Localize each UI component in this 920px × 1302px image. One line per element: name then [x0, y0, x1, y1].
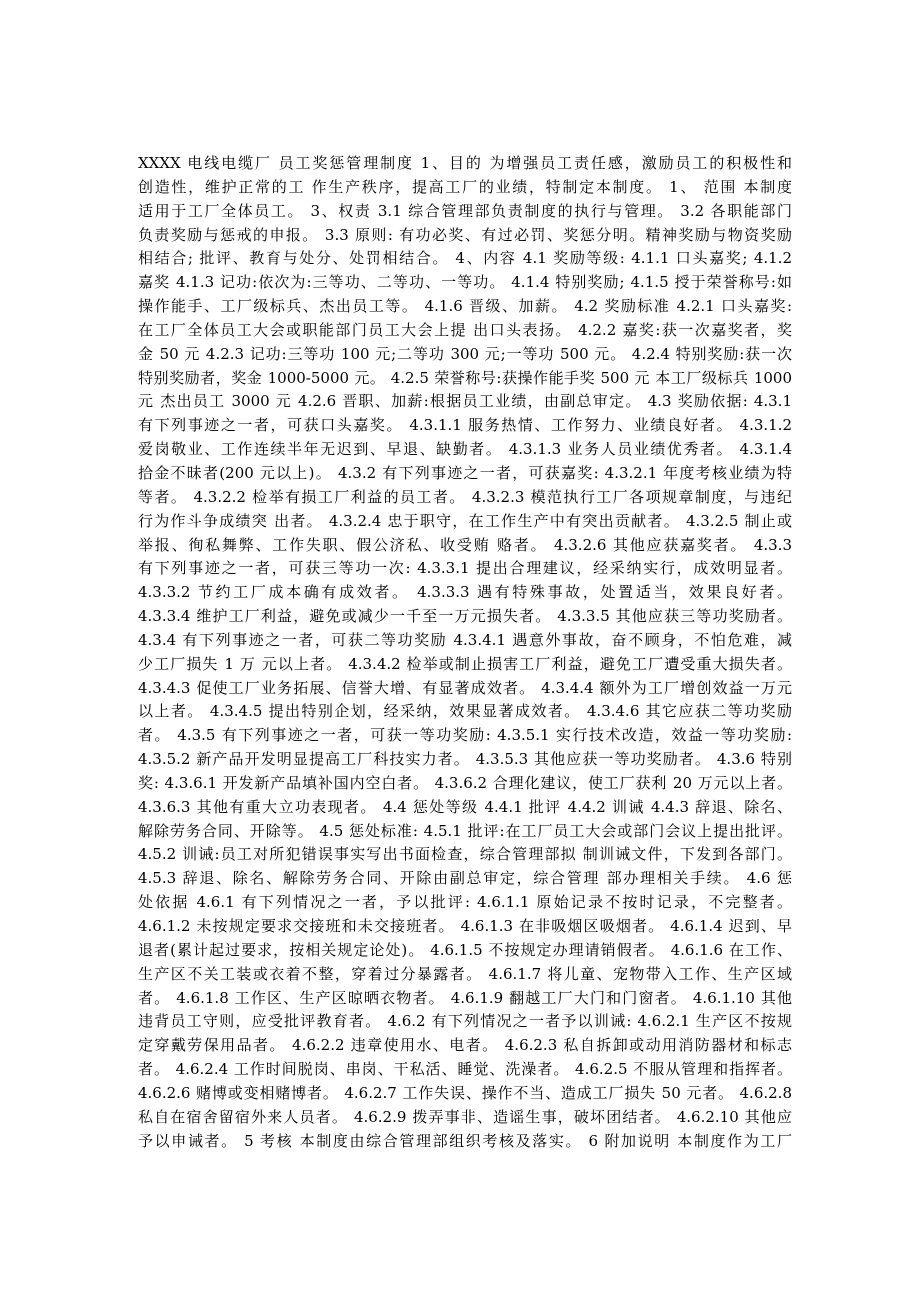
- text-line: 创造性，维护正常的工 作生产秩序，提高工厂的业绩，特制定本制度。 1、 范围 本制度: [138, 177, 792, 196]
- text-line: 少工厂损失 1 万 元以上者。 4.3.4.2 检举或制止损害工厂利益，避免工厂遭受重大损失者。: [138, 654, 792, 673]
- text-line: 4.3.4.3 促使工厂业务拓展、信誉大增、有显著成效者。 4.3.4.4 额外为工厂增创效益一万元: [138, 678, 792, 697]
- text-line: 奖: 4.3.6.1 开发新产品填补国内空白者。 4.3.6.2 合理化建议，使工厂获利 20 万元以上者。: [138, 773, 792, 792]
- text-line: 相结合; 批评、教育与处分、处罚相结合。 4、内容 4.1 奖励等级: 4.1.1 口头嘉奖; 4.1.2: [138, 249, 792, 268]
- text-line: 有下列事迹之一者，可获三等功一次: 4.3.3.1 提出合理建议，经采纳实行，成效明显者。: [138, 559, 792, 578]
- text-line: 4.5.3 辞退、除名、解除劳务合同、开除由副总审定，综合管理 部办理相关手续。 4.6 惩: [138, 869, 792, 888]
- text-line: 4.3.3.4 维护工厂利益，避免或减少一千至一万元损失者。 4.3.3.5 其他应获三等功奖励者。: [138, 607, 792, 626]
- text-line: 有下列事迹之一者，可获口头嘉奖。 4.3.1.1 服务热情、工作努力、业绩良好者。 4.3.1.2: [138, 416, 792, 435]
- text-line: 举报、徇私舞弊、工作失职、假公济私、收受贿 赂者。 4.3.2.6 其他应获嘉奖者。 4.3.3: [138, 535, 792, 554]
- text-line: 4.6.1.2 未按规定要求交接班和未交接班者。 4.6.1.3 在非吸烟区吸烟者。 4.6.1.4 迟到、早: [138, 917, 792, 935]
- text-line: 行为作斗争成绩突 出者。 4.3.2.4 忠于职守，在工作生产中有突出贡献者。 4.3.2.5 制止或: [138, 511, 792, 530]
- text-line: 4.3.6.3 其他有重大立功表现者。 4.4 惩处等级 4.4.1 批评 4.4.2 训诫 4.4.3 辞退、除名、: [138, 797, 792, 816]
- text-line: 定穿戴劳保用品者。 4.6.2.2 违章使用水、电者。 4.6.2.3 私自拆卸或动用消防器材和标志: [138, 1036, 792, 1055]
- text-line: 私自在宿舍留宿外来人员者。 4.6.2.9 拨弄事非、造谣生事，破坏团结者。 4.6.2.10 其他应: [138, 1107, 792, 1126]
- text-line: 等者。 4.3.2.2 检举有损工厂利益的员工者。 4.3.2.3 模范执行工厂各项规章制度，与违纪: [138, 487, 792, 506]
- text-line: 违背员工守则，应受批评教育者。 4.6.2 有下列情况之一者予以训诫: 4.6.2.1 生产区不按规: [138, 1012, 792, 1031]
- text-line: 金 50 元 4.2.3 记功:三等功 100 元;二等功 300 元;一等功 500 元。 4.2.4 特别奖励:获一次: [138, 344, 792, 363]
- text-line: 解除劳务合同、开除等。 4.5 惩处标准: 4.5.1 批评:在工厂员工大会或部门会议上提出批评。: [138, 821, 792, 840]
- text-line: 操作能手、工厂级标兵、杰出员工等。 4.1.6 晋级、加薪。 4.2 奖励标准 4.2.1 口头嘉奖:: [138, 297, 792, 316]
- text-line: 拾金不昧者(200 元以上)。 4.3.2 有下列事迹之一者，可获嘉奖: 4.3.2.1 年度考核业绩为特: [138, 463, 792, 482]
- text-line: 者。 4.3.5 有下列事迹之一者，可获一等功奖励: 4.3.5.1 实行技术改造，效益一等功奖励:: [138, 726, 792, 745]
- text-line: 负责奖励与惩戒的申报。 3.3 原则: 有功必奖、有过必罚、奖惩分明。精神奖励与物资奖励: [138, 225, 792, 244]
- text-line: 在工厂全体员工大会或职能部门员工大会上提 出口头表扬。 4.2.2 嘉奖:获一次嘉奖者，奖: [138, 320, 792, 339]
- text-line: 生产区不关工装或衣着不整，穿着过分暴露者。 4.6.1.7 将儿童、宠物带入工作、生产区域: [138, 964, 792, 983]
- text-line: 元 杰出员工 3000 元 4.2.6 晋职、加薪:根据员工业绩，由副总审定。 4.3 奖励依据: 4.3.1: [138, 392, 792, 411]
- text-line: XXXX 电线电缆厂 员工奖惩管理制度 1、目的 为增强员工责任感，激励员工的积极性和: [138, 154, 792, 172]
- text-line: 嘉奖 4.1.3 记功:依次为:三等功、二等功、一等功。 4.1.4 特别奖励; 4.1.5 授于荣誉称号:如: [138, 273, 792, 292]
- text-line: 予以申诫者。 5 考核 本制度由综合管理部组织考核及落实。 6 附加说明 本制度作为工厂: [138, 1131, 792, 1150]
- document-body: [138, 152, 792, 1153]
- text-line: 者。 4.6.1.8 工作区、生产区晾晒衣物者。 4.6.1.9 翻越工厂大门和门窗者。 4.6.1.10 其他: [138, 988, 792, 1007]
- text-line: 者。 4.6.2.4 工作时间脱岗、串岗、干私活、睡觉、洗澡者。 4.6.2.5 不服从管理和指挥者。: [138, 1060, 792, 1079]
- text-line: 退者(累计起过要求，按相关规定论处)。 4.6.1.5 不按规定办理请销假者。 4.6.1.6 在工作、: [138, 940, 792, 959]
- text-line: 特别奖励者，奖金 1000-5000 元。 4.2.5 荣誉称号:获操作能手奖 500 元 本工厂级标兵 1000: [138, 368, 792, 387]
- text-line: 处依据 4.6.1 有下列情况之一者，予以批评: 4.6.1.1 原始记录不按时记录，不完整者。: [138, 893, 792, 912]
- text-line: 4.3.5.2 新产品开发明显提高工厂科技实力者。 4.3.5.3 其他应获一等功奖励者。 4.3.6 特别: [138, 750, 792, 769]
- text-line: 适用于工厂全体员工。 3、权责 3.1 综合管理部负责制度的执行与管理。 3.2 各职能部门: [138, 201, 792, 220]
- text-line: 以上者。 4.3.4.5 提出特别企划，经采纳，效果显著成效者。 4.3.4.6 其它应获二等功奖励: [138, 702, 792, 721]
- text-line: 4.3.4 有下列事迹之一者，可获二等功奖励 4.3.4.1 遇意外事故，奋不顾身，不怕危难，减: [138, 630, 792, 649]
- text-line: 4.5.2 训诫:员工对所犯错误事实写出书面检查，综合管理部拟 制训诫文件，下发到各部门。: [138, 845, 792, 864]
- text-line: 4.6.2.6 赌博或变相赌博者。 4.6.2.7 工作失误、操作不当、造成工厂损失 50 元者。 4.6.2.8: [138, 1083, 792, 1102]
- text-line: 4.3.3.2 节约工厂成本确有成效者。 4.3.3.3 遇有特殊事故，处置适当，效果良好者。: [138, 583, 792, 602]
- text-line: 爱岗敬业、工作连续半年无迟到、早退、缺勤者。 4.3.1.3 业务人员业绩优秀者。 4.3.1.4: [138, 440, 792, 459]
